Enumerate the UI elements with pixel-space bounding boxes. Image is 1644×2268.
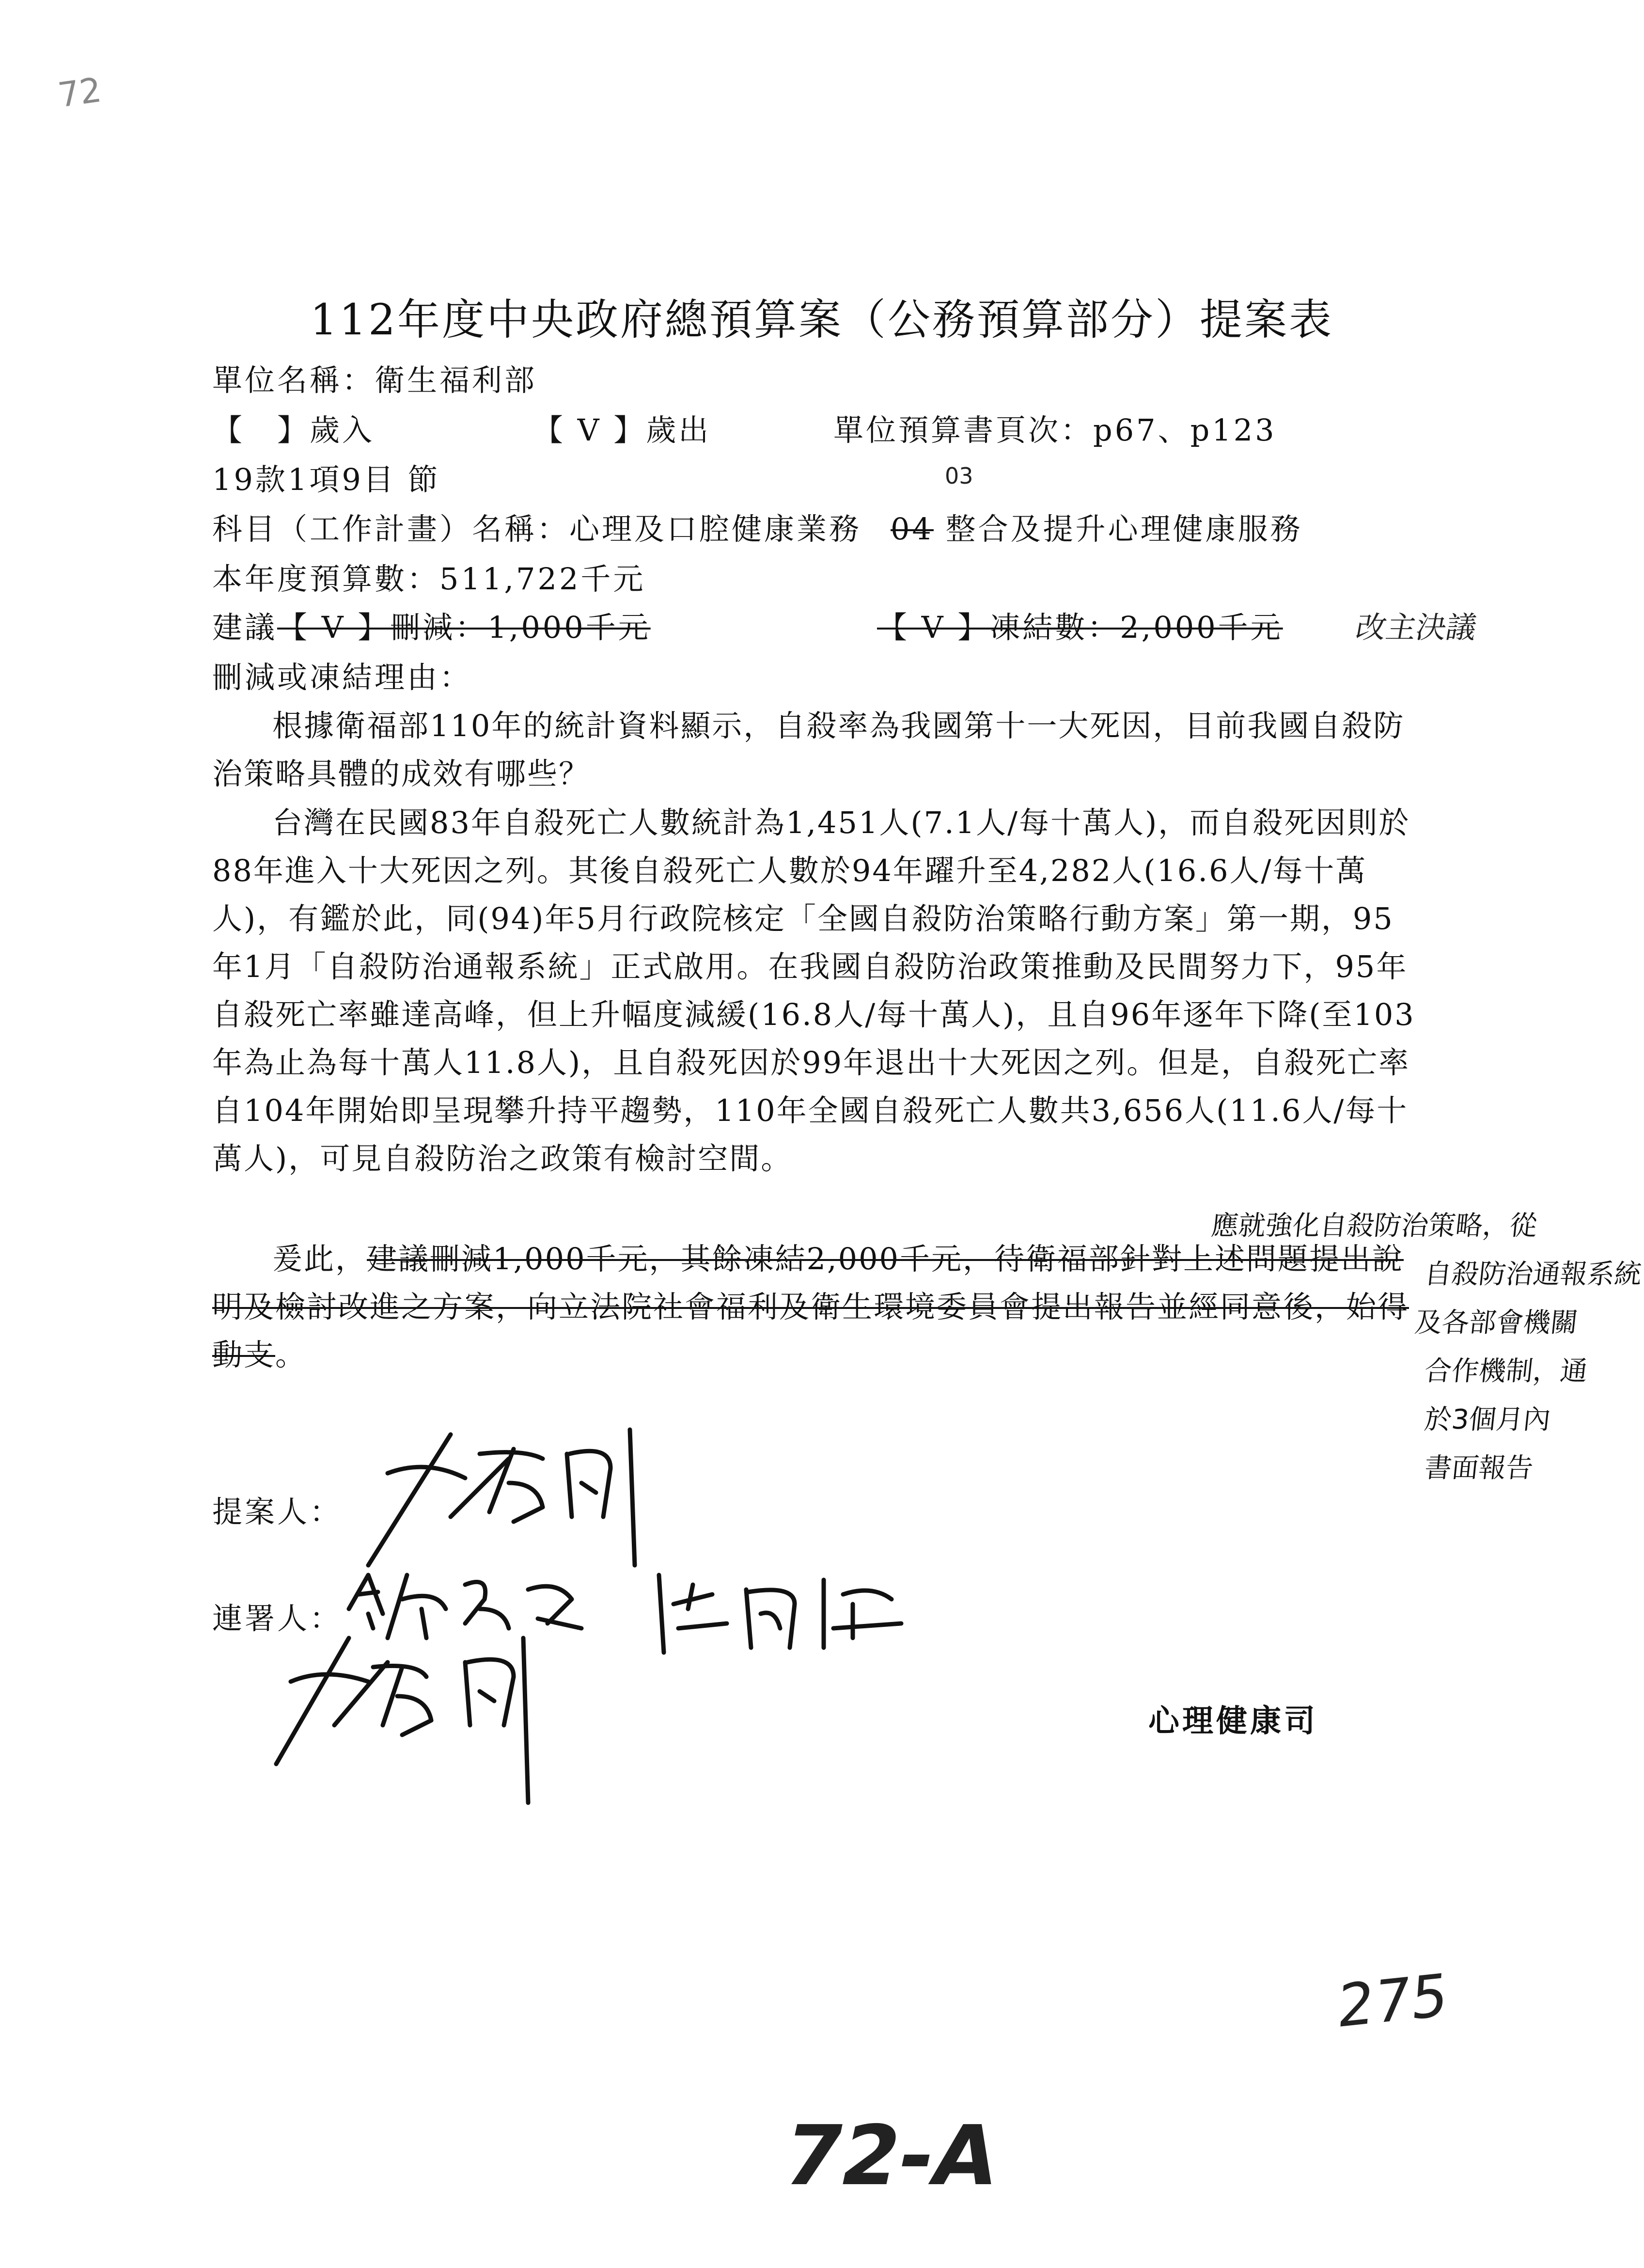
paragraph-3-end: 。 bbox=[275, 1337, 307, 1372]
checkbox-revenue: 【 】歲入 bbox=[212, 412, 375, 448]
cosigner-label: 連署人： bbox=[212, 1601, 343, 1636]
paragraph-3-start: 爰此， bbox=[272, 1241, 367, 1276]
proposer-label: 提案人： bbox=[212, 1494, 343, 1529]
checkbox-expense: 【 V 】歲出 bbox=[533, 412, 711, 448]
side-note-line: 書面報告 bbox=[1423, 1452, 1535, 1484]
suggest-handwritten-note: 改主決議 bbox=[1353, 610, 1480, 645]
handwritten-document-id: 72-A bbox=[774, 2108, 1008, 2204]
proposer-signature bbox=[368, 1430, 635, 1565]
budget-amount: 本年度預算數：511,722千元 bbox=[212, 561, 646, 597]
cosigner-signature-2 bbox=[659, 1575, 901, 1653]
side-note-line: 及各部會機關 bbox=[1413, 1307, 1580, 1339]
section-code: 19款1項9目 節 bbox=[212, 462, 440, 497]
budget-pages: 單位預算書頁次：p67、p123 bbox=[833, 412, 1277, 448]
unit-name: 單位名稱：衛生福利部 bbox=[212, 362, 537, 398]
suggest-cut: 【 V 】刪減：1,000千元 bbox=[277, 610, 651, 645]
paragraph-1: 根據衛福部110年的統計資料顯示，自殺率為我國第十一大死因，目前我國自殺防治策略具體的成效有哪些？ bbox=[212, 708, 1405, 791]
suggest-freeze: 【 V 】凍結數：2,000千元 bbox=[877, 610, 1283, 645]
document-title: 112年度中央政府總預算案（公務預算部分）提案表 bbox=[310, 295, 1333, 345]
reason-label: 刪減或凍結理由： bbox=[212, 660, 472, 695]
department-name: 心理健康司 bbox=[1148, 1703, 1318, 1739]
side-note-line: 自殺防治通報系統 bbox=[1423, 1259, 1644, 1290]
subject-new-code: 03 bbox=[945, 463, 973, 489]
side-note-line: 於3個月內 bbox=[1423, 1404, 1552, 1435]
side-note-line: 應就強化自殺防治策略，從 bbox=[1209, 1210, 1539, 1242]
subject-suffix: 整合及提升心理健康服務 bbox=[945, 511, 1303, 547]
subject-old-code: 04 bbox=[891, 511, 934, 547]
corner-mark: 72 bbox=[55, 70, 104, 115]
cosigner-signature-1 bbox=[349, 1575, 581, 1638]
paragraph-3-struck: 建議刪減1,000千元，其餘凍結2,000千元，待衛福部針對上述問題提出說明及檢討改進之方案，向立法院社會福利及衛生環境委員會提出報告並經同意後，始得動支 bbox=[212, 1241, 1409, 1372]
subject-prefix: 科目（工作計畫）名稱：心理及口腔健康業務 bbox=[212, 511, 862, 547]
side-note-line: 合作機制，通 bbox=[1423, 1355, 1589, 1387]
handwritten-page-number: 275 bbox=[1335, 1961, 1451, 2041]
paragraph-2: 台灣在民國83年自殺死亡人數統計為1,451人(7.1人/每十萬人)，而自殺死因則於88年進入十大死因之列。其後自殺死亡人數於94年躍升至4,282人(16.6人/每十萬人)，有鑑於此，同(94)年5月行政院核定「全國自殺防治策略行動方案」第一期，95年1月「自殺防治通報系統」正式啟用。在我國自殺防治政策推動及民間努力下，95年自殺死亡率雖達高峰，但上升幅度減緩(16.8人/每十萬人)，且自96年逐年下降(至103年為止為每十萬人11.8人)，且自殺死因於99年退出十大死因之列。但是，自殺死亡率自104年開始即呈現攀升持平趨勢，110年全國自殺死亡人數共3,656人(11.6人/每十萬人)，可見自殺防治之政策有檢討空間。 bbox=[212, 805, 1415, 1176]
suggest-label: 建議 bbox=[212, 610, 278, 645]
cosigner-signature-3 bbox=[276, 1638, 528, 1803]
